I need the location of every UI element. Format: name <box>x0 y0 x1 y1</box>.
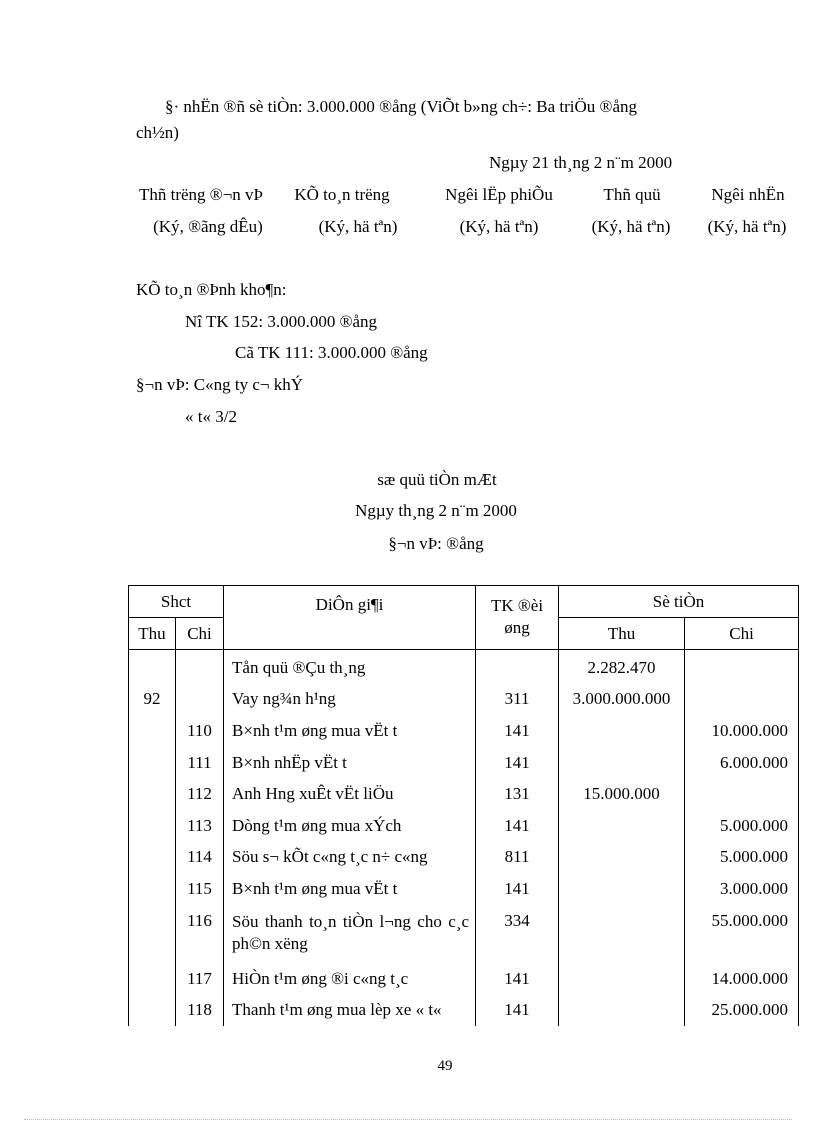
signature-note: (Ký, ®ãng dÊu) <box>153 217 263 236</box>
header-doc-chi: Chi <box>176 618 224 650</box>
table-row <box>129 963 799 995</box>
cell-account: 141 <box>476 747 559 779</box>
table-row <box>129 684 799 716</box>
cell-amount-thu <box>559 994 685 1026</box>
cash-ledger-table <box>128 585 799 1026</box>
cell-amount-thu: 2.282.470 <box>559 650 685 684</box>
header-doc-thu: Thu <box>129 618 176 650</box>
cell-thu <box>129 810 176 842</box>
cell-chi <box>176 650 224 684</box>
cell-description: Anh Hng xuÊt vËt liÖu <box>224 778 476 810</box>
table-row <box>129 873 799 905</box>
cell-account <box>476 650 559 684</box>
header-description: DiÔn gi¶i <box>224 586 476 650</box>
cell-amount-chi: 5.000.000 <box>685 810 799 842</box>
cell-amount-chi <box>685 684 799 716</box>
cell-amount-chi: 25.000.000 <box>685 994 799 1026</box>
ledger-unit: §¬n vÞ: ®ång <box>388 534 484 553</box>
cell-chi <box>176 684 224 716</box>
signature-note: (Ký, hä tªn) <box>459 217 539 236</box>
cell-description: Dòng t¹m øng mua xÝch <box>224 810 476 842</box>
cell-amount-chi: 3.000.000 <box>685 873 799 905</box>
amount-received-line: §· nhËn ®ñ sè tiÒn: 3.000.000 ®ång (ViÕt b»ng ch÷: Ba triÖu ®ång <box>165 97 637 116</box>
cell-amount-thu: 15.000.000 <box>559 778 685 810</box>
cell-account: 141 <box>476 994 559 1026</box>
table-row <box>129 905 799 963</box>
cell-thu <box>129 715 176 747</box>
signature-role: Ngêi nhËn <box>711 185 785 204</box>
table-row <box>129 715 799 747</box>
cell-amount-chi <box>685 778 799 810</box>
cell-description: Söu thanh to¸n tiÒn l¬ng cho c¸c ph©n xëng <box>224 905 476 963</box>
cell-chi: 117 <box>176 963 224 995</box>
cell-thu <box>129 994 176 1026</box>
cell-account: 311 <box>476 684 559 716</box>
header-amount: Sè tiÒn <box>559 586 799 618</box>
cell-account: 131 <box>476 778 559 810</box>
ledger-date: Ngµy th¸ng 2 n¨m 2000 <box>355 501 517 520</box>
signature-role: Thñ quü <box>603 185 661 204</box>
cell-amount-chi: 6.000.000 <box>685 747 799 779</box>
company-unit-cont: « t« 3/2 <box>185 407 237 426</box>
cell-chi: 116 <box>176 905 224 963</box>
cell-chi: 118 <box>176 994 224 1026</box>
cell-amount-thu <box>559 747 685 779</box>
cell-amount-chi <box>685 650 799 684</box>
table-row <box>129 778 799 810</box>
table-row <box>129 650 799 684</box>
signature-note: (Ký, hä tªn) <box>591 217 671 236</box>
cell-description: HiÒn t¹m øng ®i c«ng t¸c <box>224 963 476 995</box>
signature-role: Thñ trëng ®¬n vÞ <box>138 185 264 204</box>
cell-chi: 113 <box>176 810 224 842</box>
credit-entry: Cã TK 111: 3.000.000 ®ång <box>235 343 428 362</box>
debit-entry: Nî TK 152: 3.000.000 ®ång <box>185 312 378 331</box>
page-bottom-divider <box>24 1119 792 1120</box>
table-row <box>129 747 799 779</box>
cell-account: 334 <box>476 905 559 963</box>
cell-description: Vay ng¾n h¹ng <box>224 684 476 716</box>
cell-description: B×nh nhËp vËt t <box>224 747 476 779</box>
cell-amount-chi: 5.000.000 <box>685 842 799 874</box>
cell-amount-thu <box>559 963 685 995</box>
cell-amount-chi: 10.000.000 <box>685 715 799 747</box>
page-number: 49 <box>437 1058 453 1074</box>
cell-account: 141 <box>476 873 559 905</box>
table-row <box>129 994 799 1026</box>
cell-description: Söu s¬ kÕt c«ng t¸c n÷ c«ng <box>224 842 476 874</box>
cell-thu: 92 <box>129 684 176 716</box>
header-amount-chi: Chi <box>685 618 799 650</box>
cell-chi: 115 <box>176 873 224 905</box>
cell-description: B×nh t¹m øng mua vËt t <box>224 715 476 747</box>
header-shct: Shct <box>129 586 224 618</box>
signature-role: KÕ to¸n trëng <box>294 185 390 204</box>
cell-chi: 114 <box>176 842 224 874</box>
header-amount-thu: Thu <box>559 618 685 650</box>
header-counter-account: TK ®èi øng <box>476 586 559 650</box>
cell-amount-thu: 3.000.000.000 <box>559 684 685 716</box>
cell-amount-thu <box>559 810 685 842</box>
table-row <box>129 842 799 874</box>
accounting-heading: KÕ to¸n ®Þnh kho¶n: <box>136 280 287 299</box>
cell-chi: 112 <box>176 778 224 810</box>
cell-description: B×nh t¹m øng mua vËt t <box>224 873 476 905</box>
cell-description: Thanh t¹m øng mua lèp xe « t« <box>224 994 476 1026</box>
signature-note: (Ký, hä tªn) <box>318 217 398 236</box>
cell-thu <box>129 650 176 684</box>
table-row <box>129 810 799 842</box>
cell-amount-chi: 55.000.000 <box>685 905 799 963</box>
cell-account: 141 <box>476 963 559 995</box>
cell-description: Tån quü ®Çu th¸ng <box>224 650 476 684</box>
cell-amount-thu <box>559 842 685 874</box>
ledger-title: sæ quü tiÒn mÆt <box>377 470 497 489</box>
cell-thu <box>129 873 176 905</box>
amount-received-line-cont: ch½n) <box>136 123 179 142</box>
cell-thu <box>129 842 176 874</box>
signature-role: Ngêi lËp phiÕu <box>445 185 553 204</box>
cell-account: 811 <box>476 842 559 874</box>
cell-chi: 111 <box>176 747 224 779</box>
cell-account: 141 <box>476 715 559 747</box>
cell-thu <box>129 905 176 963</box>
signature-note: (Ký, hä tªn) <box>707 217 787 236</box>
cell-amount-thu <box>559 905 685 963</box>
cell-account: 141 <box>476 810 559 842</box>
cell-amount-thu <box>559 873 685 905</box>
cell-chi: 110 <box>176 715 224 747</box>
cell-amount-thu <box>559 715 685 747</box>
company-unit: §¬n vÞ: C«ng ty c¬ khÝ <box>136 375 303 394</box>
cell-amount-chi: 14.000.000 <box>685 963 799 995</box>
cell-thu <box>129 963 176 995</box>
receipt-date: Ngµy 21 th¸ng 2 n¨m 2000 <box>489 153 673 172</box>
cell-thu <box>129 747 176 779</box>
cell-thu <box>129 778 176 810</box>
